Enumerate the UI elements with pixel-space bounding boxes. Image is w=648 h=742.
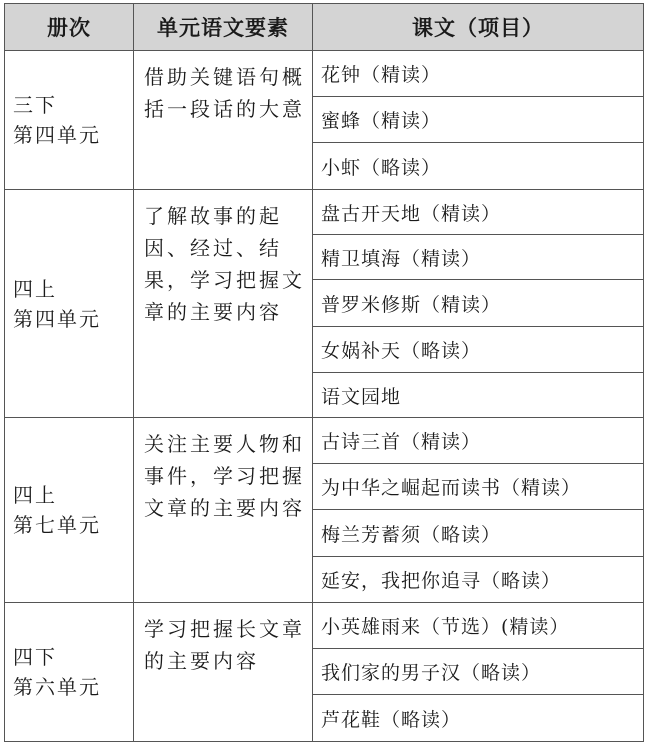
header-element: 单元语文要素 [134,4,313,51]
table-row [5,51,644,97]
table-row [5,190,644,235]
text-cell: 精卫填海（精读） [313,235,644,280]
text-cell: 女娲补天（略读） [313,327,644,373]
text-cell: 芦花鞋（略读） [313,695,644,742]
element-cell [134,51,313,190]
volume-grade: 三下 [13,93,57,117]
text-cell: 梅兰芳蓄须（略读） [313,510,644,557]
volume-cell [5,51,134,190]
text-cell: 小虾（略读） [313,143,644,190]
text-cell: 盘古开天地（精读） [313,190,644,235]
table-row [5,603,644,649]
volume-unit: 第七单元 [13,513,101,537]
header-volume: 册次 [5,4,134,51]
text-cell: 为中华之崛起而读书（精读） [313,464,644,510]
table-body [5,51,644,742]
element-text: 学习把握长文章的主要内容 [144,617,305,673]
volume-cell [5,190,134,418]
text-cell: 语文园地 [313,373,644,418]
volume-unit: 第六单元 [13,675,101,699]
element-text: 借助关键语句概括一段话的大意 [144,65,305,121]
text-cell: 普罗米修斯（精读） [313,280,644,327]
volume-unit: 第四单元 [13,306,101,331]
volume-grade: 四下 [13,645,57,669]
curriculum-table [4,3,644,742]
table-row [5,418,644,464]
element-cell [134,190,313,418]
volume-grade: 四上 [13,483,57,507]
element-cell [134,418,313,603]
volume-unit: 第四单元 [13,123,101,147]
element-cell [134,603,313,742]
volume-grade: 四上 [13,276,57,301]
text-cell: 古诗三首（精读） [313,418,644,464]
text-cell: 延安，我把你追寻（略读） [313,557,644,603]
element-text: 了解故事的起因、经过、结果，学习把握文章的主要内容 [144,204,305,324]
text-cell: 花钟（精读） [313,51,644,97]
header-row [5,4,644,51]
volume-cell [5,418,134,603]
volume-cell [5,603,134,742]
text-cell: 小英雄雨来（节选）(精读） [313,603,644,649]
text-cell: 蜜蜂（精读） [313,97,644,143]
text-cell: 我们家的男子汉（略读） [313,649,644,695]
header-texts: 课文（项目） [313,4,644,51]
element-text: 关注主要人物和事件，学习把握文章的主要内容 [144,432,305,520]
